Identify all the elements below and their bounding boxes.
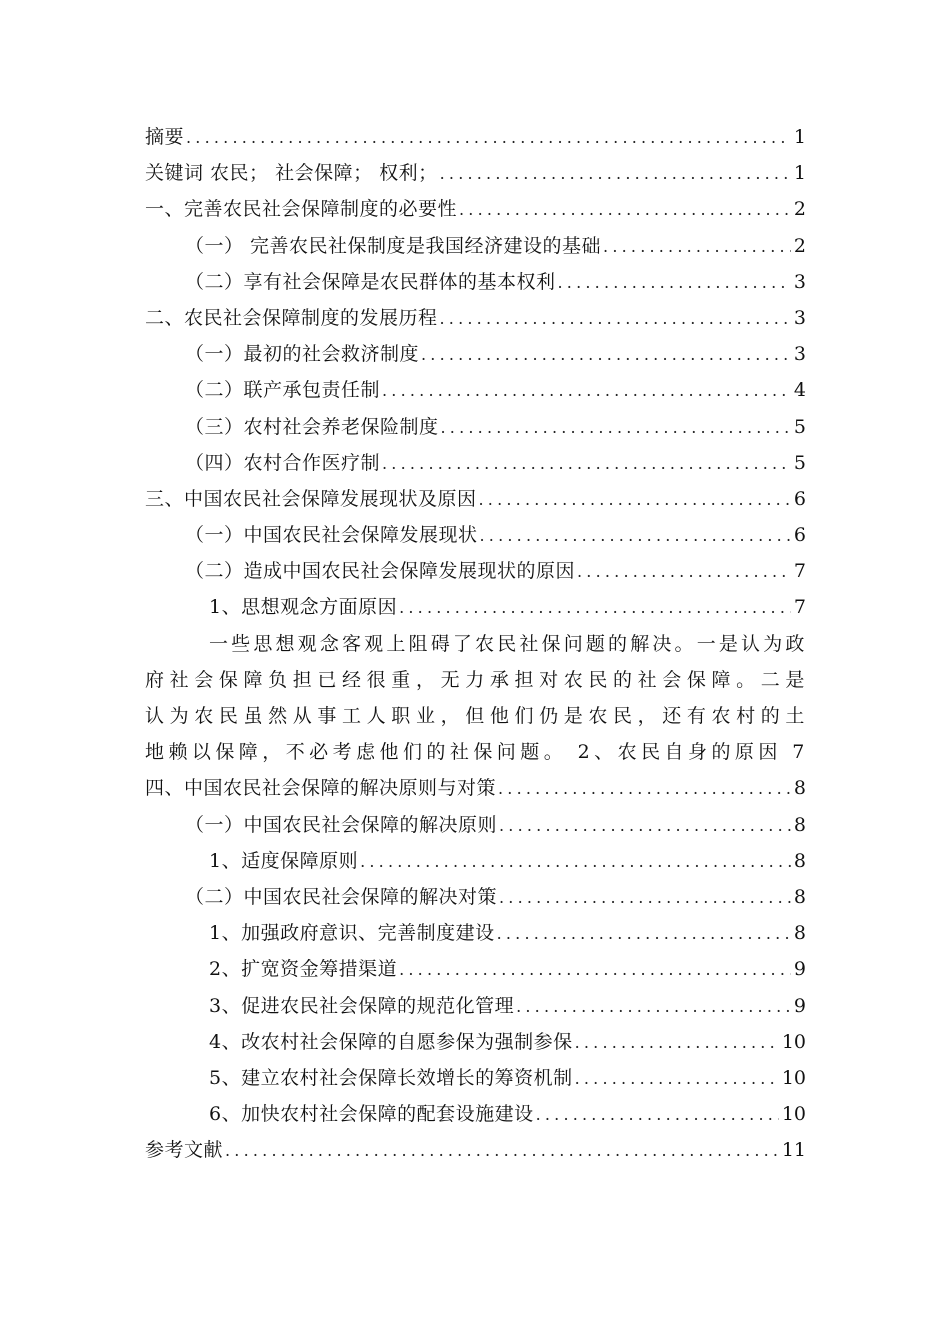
dot-leader xyxy=(421,337,791,373)
dot-leader xyxy=(498,771,791,807)
toc-entry-section-1-2[interactable] xyxy=(145,264,806,300)
toc-entry-section-4-1[interactable] xyxy=(145,807,806,843)
toc-entry-section-2-4[interactable] xyxy=(145,445,806,481)
dot-leader xyxy=(382,373,791,409)
toc-page-number: 5 xyxy=(793,415,806,438)
toc-entry-title: （一） 完善农民社保制度是我国经济建设的基础 xyxy=(185,234,602,257)
dot-leader xyxy=(499,808,791,844)
toc-page-number: 3 xyxy=(793,306,806,329)
toc-entry-section-3[interactable] xyxy=(145,481,806,517)
toc-page-number: 8 xyxy=(793,813,806,836)
toc-page-number: 8 xyxy=(793,777,806,800)
paragraph-line: 府社会保障负担已经很重，无力承担对农民的社会保障。二是 xyxy=(145,668,806,691)
dot-leader xyxy=(575,1025,779,1061)
toc-entry-section-2-1[interactable] xyxy=(145,336,806,372)
body-paragraph xyxy=(145,626,806,771)
toc-page-number: 1 xyxy=(793,162,806,185)
toc-entry-title: 1、适度保障原则 xyxy=(209,849,359,872)
toc-entry-title: 5、建立农村社会保障长效增长的筹资机制 xyxy=(209,1066,573,1089)
dot-leader xyxy=(440,156,791,192)
toc-page-number: 10 xyxy=(781,1066,806,1089)
toc-entry-section-4-2-2[interactable] xyxy=(145,951,806,987)
toc-page-number: 5 xyxy=(793,451,806,474)
toc-entry-title: （一）最初的社会救济制度 xyxy=(185,343,420,366)
dot-leader xyxy=(440,301,791,337)
toc-entry-title: （三）农村社会养老保险制度 xyxy=(185,415,439,438)
toc-entry-title: 6、加快农村社会保障的配套设施建设 xyxy=(209,1103,534,1126)
toc-page-number: 8 xyxy=(793,922,806,945)
toc-entry-section-2[interactable] xyxy=(145,300,806,336)
paragraph-line: 认为农民虽然从事工人职业，但他们仍是农民，还有农村的土 xyxy=(145,705,806,727)
toc-page-number: 2 xyxy=(793,198,806,221)
toc-entry-title: （一）中国农民社会保障发展现状 xyxy=(185,524,478,547)
dot-leader xyxy=(441,410,791,446)
toc-page-number: 7 xyxy=(793,596,806,619)
toc-page-number: 3 xyxy=(793,270,806,293)
toc-entry-title: （二）享有社会保障是农民群体的基本权利 xyxy=(185,270,556,293)
toc-entry-title: （二）联产承包责任制 xyxy=(185,379,381,402)
toc-page-number: 1 xyxy=(793,126,806,148)
toc-entry-title: 1、思想观念方面原因 xyxy=(209,596,398,619)
paragraph-line: 一些思想观念客观上阻碍了农民社保问题的解决。一是认为政 xyxy=(209,632,806,655)
toc-entry-title: （二）造成中国农民社会保障发展现状的原因 xyxy=(185,560,576,583)
toc-page-number: 10 xyxy=(781,1103,806,1126)
toc-entry-section-1[interactable] xyxy=(145,191,806,227)
toc-entry-title: 二、农民社会保障制度的发展历程 xyxy=(145,306,438,329)
dot-leader xyxy=(480,518,791,554)
toc-entry-section-3-2[interactable] xyxy=(145,553,806,589)
paragraph-line: 地赖以保障，不必考虑他们的社保问题。 2、农民自身的原因 7 xyxy=(145,741,806,764)
toc-entry-title: 四、中国农民社会保障的解决原则与对策 xyxy=(145,777,497,800)
toc-page-number: 2 xyxy=(793,234,806,257)
toc-entry-section-4-2[interactable] xyxy=(145,879,806,915)
dot-leader xyxy=(459,192,791,228)
dot-leader xyxy=(536,1097,779,1133)
dot-leader xyxy=(186,120,791,156)
dot-leader xyxy=(575,1061,779,1097)
dot-leader xyxy=(499,880,791,916)
toc-entry-title: 3、促进农民社会保障的规范化管理 xyxy=(209,994,515,1017)
toc-page-number: 6 xyxy=(793,524,806,547)
dot-leader xyxy=(516,989,791,1025)
toc-page-number: 9 xyxy=(793,958,806,981)
dot-leader xyxy=(577,554,791,590)
toc-entry-title: 参考文献 xyxy=(145,1139,224,1162)
toc-entry-title: 2、扩宽资金筹措渠道 xyxy=(209,958,398,981)
toc-entry-title: （二）中国农民社会保障的解决对策 xyxy=(185,885,498,908)
toc-entry-section-2-2[interactable] xyxy=(145,372,806,408)
toc-page-number: 10 xyxy=(781,1030,806,1053)
toc-entry-abstract[interactable] xyxy=(145,119,806,155)
toc-page-number: 6 xyxy=(793,487,806,510)
toc-page-number: 9 xyxy=(793,994,806,1017)
dot-leader xyxy=(603,229,791,265)
toc-entry-section-4-1-1[interactable] xyxy=(145,843,806,879)
toc-entry-section-2-3[interactable] xyxy=(145,409,806,445)
toc-page-number: 4 xyxy=(793,379,806,402)
dot-leader xyxy=(382,446,791,482)
toc-entry-section-1-1[interactable] xyxy=(145,228,806,264)
dot-leader xyxy=(399,952,791,988)
toc-entry-section-4-2-1[interactable] xyxy=(145,915,806,951)
toc-entry-title: 摘要 xyxy=(145,126,185,148)
toc-entry-title: （一）中国农民社会保障的解决原则 xyxy=(185,813,498,836)
toc-page-number: 3 xyxy=(793,343,806,366)
toc-entry-title: 一、完善农民社会保障制度的必要性 xyxy=(145,198,458,221)
toc-page-number: 7 xyxy=(793,560,806,583)
toc-entry-title: （四）农村合作医疗制 xyxy=(185,451,381,474)
dot-leader xyxy=(360,844,791,880)
dot-leader xyxy=(225,1133,779,1169)
toc-entry-title: 三、中国农民社会保障发展现状及原因 xyxy=(145,487,477,510)
toc-entry-section-3-2-1[interactable] xyxy=(145,589,806,625)
toc-page-number: 8 xyxy=(793,849,806,872)
toc-page-number: 8 xyxy=(793,885,806,908)
toc-entry-references[interactable] xyxy=(145,1132,806,1168)
table-of-contents xyxy=(145,119,806,1168)
toc-entry-keywords[interactable] xyxy=(145,155,806,191)
dot-leader xyxy=(399,590,791,626)
dot-leader xyxy=(497,916,791,952)
dot-leader xyxy=(479,482,791,518)
toc-page-number: 11 xyxy=(781,1139,806,1162)
toc-entry-section-4[interactable] xyxy=(145,770,806,806)
toc-entry-title: 1、加强政府意识、完善制度建设 xyxy=(209,922,495,945)
toc-entry-section-4-2-3[interactable] xyxy=(145,988,806,1024)
toc-entry-section-4-2-4[interactable] xyxy=(145,1024,806,1060)
toc-entry-title: 4、改农村社会保障的自愿参保为强制参保 xyxy=(209,1030,573,1053)
toc-entry-section-4-2-6[interactable] xyxy=(145,1096,806,1132)
dot-leader xyxy=(558,265,791,301)
toc-entry-title: 关键词 农民； 社会保障； 权利； xyxy=(145,162,438,185)
toc-entry-section-3-1[interactable] xyxy=(145,517,806,553)
toc-entry-section-4-2-5[interactable] xyxy=(145,1060,806,1096)
